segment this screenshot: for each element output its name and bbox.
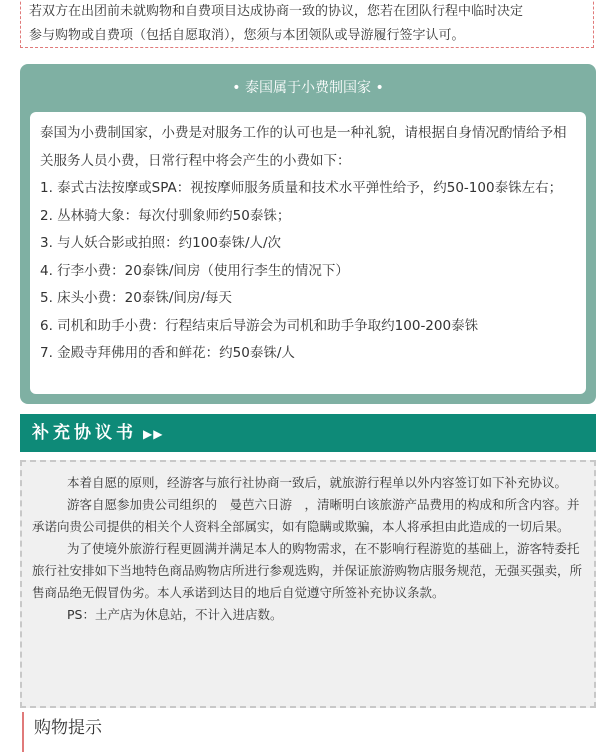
supplement-header xyxy=(20,414,596,452)
agreement-paragraph: 游客自愿参加贵公司组织的 曼芭六日游 ，清晰明白该旅游产品费用的构成和所含内容。并承诺向贵公司提供的相关个人资料全部属实，如有隐瞒或欺骗，本人将承担由此造成的一切后果。 xyxy=(32,497,580,534)
top-notice-box xyxy=(20,0,594,48)
tipping-title: • 泰国属于小费制国家 • xyxy=(232,80,384,96)
top-notice-line-1: 若双方在出团前未就购物和自费项目达成协商一致的协议，您若在团队行程中临时决定 xyxy=(29,4,524,19)
tipping-body xyxy=(30,112,586,394)
double-arrow-icon: ▶▶ xyxy=(143,427,164,441)
agreement-paragraph: 本着自愿的原则，经游客与旅行社协商一致后，就旅游行程单以外内容签订如下补充协议。 xyxy=(67,475,568,490)
agreement-paragraph: PS：土产店为休息站，不计入进店数。 xyxy=(67,607,283,622)
tipping-item: 7. 金殿寺拜佛用的香和鲜花：约50泰铢/人 xyxy=(40,345,295,361)
shopping-tips-heading: 购物提示 xyxy=(22,712,596,752)
tipping-panel xyxy=(20,64,596,404)
tipping-intro: 泰国为小费制国家，小费是对服务工作的认可也是一种礼貌，请根据自身情况酌情给予相关服务人员小费，日常行程中将会产生的小费如下： xyxy=(40,125,567,169)
tipping-item: 5. 床头小费：20泰铢/间房/每天 xyxy=(40,290,232,306)
tipping-item: 3. 与人妖合影或拍照：约100泰铢/人/次 xyxy=(40,235,282,251)
tipping-item: 4. 行李小费：20泰铢/间房（使用行李生的情况下） xyxy=(40,262,349,279)
agreement-paragraph: 为了使境外旅游行程更圆满并满足本人的购物需求，在不影响行程游览的基础上，游客特委托旅行社安排如下当地特色商品购物店所进行参观选购，并保证旅游购物店服务规范，无强买强卖，所售商品绝无假冒伪劣。本人承诺到达目的地后自觉遵守所签补充协议条款。 xyxy=(32,541,583,600)
supplement-title: 补充协议书 xyxy=(32,423,137,443)
supplement-agreement-box xyxy=(20,460,596,708)
tipping-item: 2. 丛林骑大象：每次付驯象师约50泰铢； xyxy=(40,207,291,224)
tipping-item: 1. 泰式古法按摩或SPA：视按摩师服务质量和技术水平弹性给予，约50-100泰铢左右； xyxy=(40,180,563,196)
top-notice-line-2: 参与购物或自费项（包括自愿取消），您须与本团领队或导游履行签字认可。 xyxy=(29,28,465,43)
tipping-item: 6. 司机和助手小费：行程结束后导游会为司机和助手争取约100-200泰铢 xyxy=(40,317,479,334)
